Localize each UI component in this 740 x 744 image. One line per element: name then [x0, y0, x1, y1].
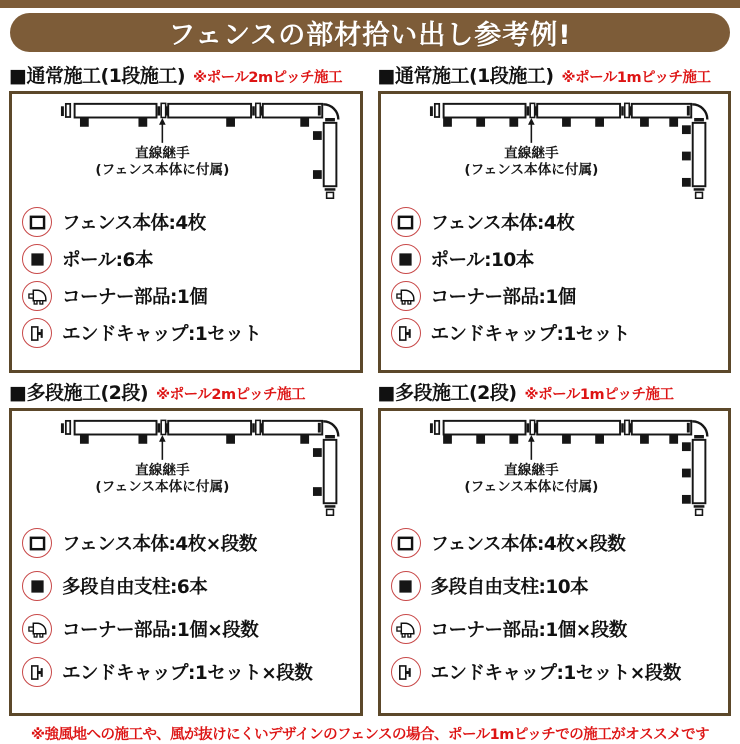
- part-label: フェンス本体:4枚: [430, 213, 575, 235]
- part-item: [391, 657, 721, 687]
- part-label: フェンス本体:4枚: [62, 213, 206, 235]
- parts-list: [20, 528, 352, 687]
- quadrant-multitier-1m: [378, 373, 732, 716]
- joint-label-line1: 直線継手: [503, 462, 559, 479]
- end-cap-icon: [391, 657, 421, 687]
- part-item: [22, 571, 352, 601]
- end-cap-icon: [391, 318, 421, 348]
- part-item: [391, 614, 721, 644]
- fence-panel-icon: [22, 528, 52, 558]
- corner-part-icon: [391, 614, 421, 644]
- part-item: [22, 528, 352, 558]
- fence-panel-icon: [391, 207, 421, 237]
- fence-panel-icon: [22, 207, 52, 237]
- header-banner: [10, 13, 730, 52]
- pitch-note: ※ポール2mピッチ施工: [156, 387, 305, 403]
- page-title: フェンスの部材拾い出し参考例!: [168, 20, 572, 51]
- parts-list: [20, 207, 352, 348]
- part-item: [22, 614, 352, 644]
- joint-label-line1: 直線継手: [135, 145, 190, 162]
- part-item: [391, 318, 721, 348]
- top-brown-strip: [0, 0, 740, 8]
- parts-panel: [378, 91, 732, 373]
- joint-label-line2: (フェンス本体に付属): [463, 479, 598, 496]
- part-label: エンドキャップ:1セット×段数: [62, 663, 313, 685]
- fence-plan-svg: [20, 98, 352, 201]
- quadrant-grid: [0, 56, 740, 716]
- corner-part-icon: [22, 281, 52, 311]
- part-item: [391, 207, 721, 237]
- pole-icon: [391, 244, 421, 274]
- part-label: エンドキャップ:1セット: [62, 324, 262, 346]
- corner-part-icon: [22, 614, 52, 644]
- fence-plan-svg: [20, 415, 352, 518]
- pitch-note: ※ポール1mピッチ施工: [524, 387, 674, 403]
- fence-plan-diagram: [20, 415, 352, 518]
- part-item: [22, 318, 352, 348]
- part-item: [391, 244, 721, 274]
- fence-plan-diagram: [389, 415, 721, 518]
- fence-plan-diagram: [20, 98, 352, 201]
- quadrant-title-row: [9, 61, 363, 88]
- part-item: [22, 244, 352, 274]
- part-label: フェンス本体:4枚×段数: [430, 534, 626, 556]
- part-label: エンドキャップ:1セット: [430, 324, 630, 346]
- construction-type-title: ■多段施工(2段): [9, 382, 149, 404]
- parts-panel: [378, 408, 732, 716]
- part-label: ポール:6本: [62, 250, 153, 272]
- part-label: コーナー部品:1個×段数: [62, 620, 259, 642]
- fence-panel-icon: [391, 528, 421, 558]
- joint-label-line1: 直線継手: [503, 145, 559, 162]
- footer-note: ※強風地への施工や、風が抜けにくいデザインのフェンスの場合、ポール1mピッチでの施工がオススメです: [30, 727, 710, 743]
- pole-icon: [391, 571, 421, 601]
- fence-plan-svg: [389, 415, 721, 518]
- construction-type-title: ■通常施工(1段施工): [377, 65, 554, 87]
- part-item: [22, 657, 352, 687]
- part-label: 多段自由支柱:10本: [430, 577, 589, 599]
- end-cap-icon: [22, 318, 52, 348]
- joint-label-line2: (フェンス本体に付属): [463, 162, 598, 179]
- construction-type-title: ■多段施工(2段): [377, 382, 517, 404]
- pole-icon: [22, 571, 52, 601]
- joint-label-line2: (フェンス本体に付属): [95, 479, 230, 496]
- parts-panel: [9, 408, 363, 716]
- quadrant-title-row: [378, 378, 732, 405]
- part-item: [391, 571, 721, 601]
- pole-icon: [22, 244, 52, 274]
- fence-plan-svg: [389, 98, 721, 201]
- part-item: [22, 207, 352, 237]
- pitch-note: ※ポール1mピッチ施工: [561, 70, 711, 86]
- parts-list: [389, 528, 721, 687]
- quadrant-multitier-2m: [9, 373, 363, 716]
- quadrant-title-row: [9, 378, 363, 405]
- end-cap-icon: [22, 657, 52, 687]
- part-item: [391, 528, 721, 558]
- part-label: コーナー部品:1個: [62, 287, 208, 309]
- part-item: [391, 281, 721, 311]
- parts-list: [389, 207, 721, 348]
- part-label: コーナー部品:1個×段数: [430, 620, 627, 642]
- quadrant-normal-1m: [378, 56, 732, 373]
- pitch-note: ※ポール2mピッチ施工: [193, 70, 342, 86]
- fence-plan-diagram: [389, 98, 721, 201]
- part-label: 多段自由支柱:6本: [62, 577, 208, 599]
- part-label: エンドキャップ:1セット×段数: [430, 663, 681, 685]
- part-label: ポール:10本: [430, 250, 534, 272]
- corner-part-icon: [391, 281, 421, 311]
- quadrant-title-row: [378, 61, 732, 88]
- part-item: [22, 281, 352, 311]
- joint-label-line1: 直線継手: [135, 462, 190, 479]
- parts-panel: [9, 91, 363, 373]
- part-label: コーナー部品:1個: [430, 287, 576, 309]
- joint-label-line2: (フェンス本体に付属): [95, 162, 230, 179]
- quadrant-normal-2m: [9, 56, 363, 373]
- part-label: フェンス本体:4枚×段数: [62, 534, 257, 556]
- construction-type-title: ■通常施工(1段施工): [9, 65, 186, 87]
